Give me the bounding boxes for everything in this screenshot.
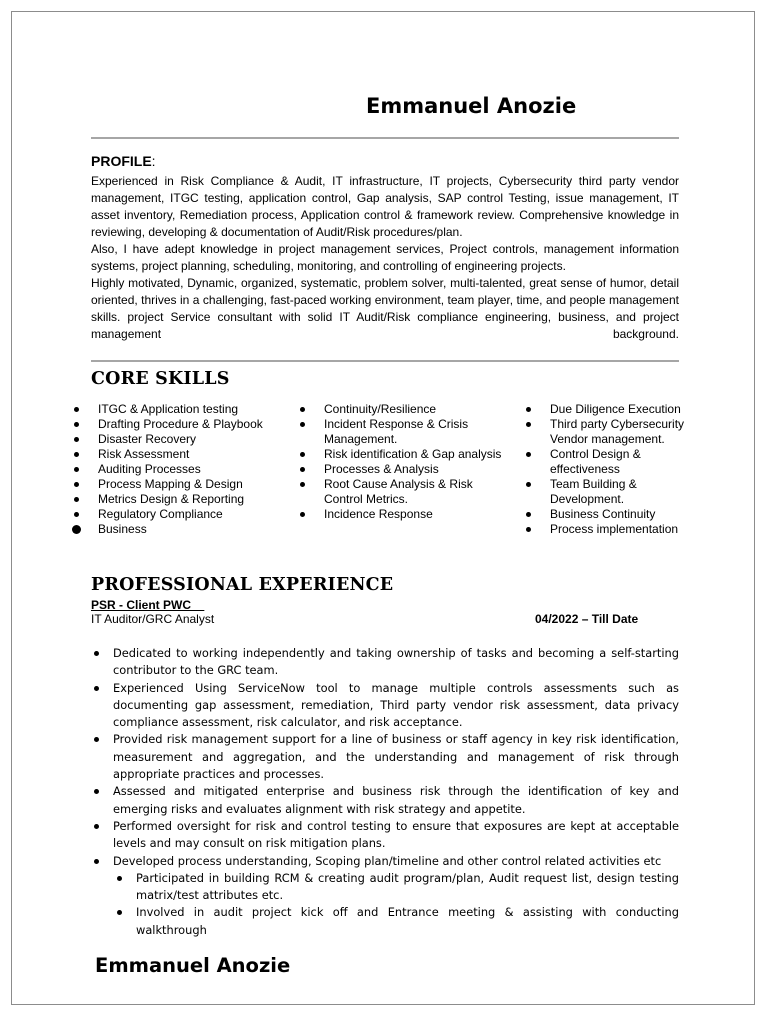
profile-summary [91,173,679,343]
skills-column-3 [526,402,706,537]
skill-item: Continuity/Resilience [300,402,510,417]
bullet-icon [94,686,99,691]
skill-item: Risk identification & Gap analysis [300,447,510,462]
profile-paragraph: Experienced in Risk Compliance & Audit, IT infrastructure, IT projects, Cybersecurity third party vendor management, ITGC testing, application control, Gap analysis, SAP control Testing, issue management, IT asset inventory, Remediation process, Application control & framework review. Comprehensive knowledge in reviewing, developing & documentation of Audit/Risk procedures/plan. [91,174,679,239]
skill-item: Incident Response & Crisis Management. [300,417,510,447]
bullet-icon [526,482,531,487]
experience-sub-item: Involved in audit project kick off and Entrance meeting & assisting with conducting walkthrough [91,904,679,939]
skill-item: ITGC & Application testing [74,402,284,417]
skill-item: Metrics Design & Reporting [74,492,284,507]
experience-item: Assessed and mitigated enterprise and business risk through the identification of key and emerging risks and evaluates alignment with risk strategy and appetite. [91,783,679,818]
skill-item: Control Design & effectiveness [526,447,706,477]
skill-item: Incidence Response [300,507,510,522]
bullet-icon [526,407,531,412]
bullet-icon [74,467,79,472]
job-dates: 04/2022 – Till Date [535,612,639,626]
candidate-name: Emmanuel Anozie [366,94,577,118]
bullet-icon [74,422,79,427]
bullet-icon [526,512,531,517]
skill-item: Drafting Procedure & Playbook [74,417,284,432]
bullet-icon [94,859,99,864]
profile-paragraph: Highly motivated, Dynamic, organized, systematic, problem solver, multi-talented, great sense of humor, detail oriented, thrives in a challenging, fast-paced working environment, team player, time, and people management skills. project Service consultant with solid IT Audit/Risk compliance engineering, business, and project management background. [91,276,679,341]
experience-sub-item: Participated in building RCM & creating audit program/plan, Audit request list, design testing matrix/test attributes etc. [91,870,679,905]
profile-heading-label: PROFILE [91,153,152,169]
skill-item: Processes & Analysis [300,462,510,477]
bullet-icon [300,422,305,427]
experience-item: Dedicated to working independently and taking ownership of tasks and becoming a self-starting contributor to the GRC team. [91,645,679,680]
bullet-icon [300,512,305,517]
skill-item: Risk Assessment [74,447,284,462]
bullet-icon [526,527,531,532]
skill-item: Disaster Recovery [74,432,284,447]
bullet-icon [74,437,79,442]
bullet-icon [526,422,531,427]
experience-heading: PROFESSIONAL EXPERIENCE [91,575,394,595]
core-skills-heading: CORE SKILLS [91,369,230,389]
experience-item: Experienced Using ServiceNow tool to manage multiple controls assessments such as documenting gap assessment, remediation, Third party vendor risk assessment, data privacy compliance assessment, risk calculator, and risk acceptance. [91,680,679,732]
skills-column-2 [300,402,510,522]
bullet-icon [94,824,99,829]
bullet-icon [74,407,79,412]
bullet-icon [300,452,305,457]
skill-item: Third party Cybersecurity Vendor management. [526,417,706,447]
skills-column-1 [74,402,284,537]
bullet-icon [94,789,99,794]
bullet-icon [300,467,305,472]
bullet-icon [94,651,99,656]
footer-name: Emmanuel Anozie [95,954,291,977]
skill-item: Regulatory Compliance [74,507,284,522]
bullet-icon [74,452,79,457]
skill-item: Root Cause Analysis & Risk Control Metrics. [300,477,510,507]
divider [91,360,679,362]
profile-heading-colon: : [151,153,156,169]
skill-item: Team Building & Development. [526,477,706,507]
profile-heading [91,153,156,169]
divider [91,137,679,139]
job-title: IT Auditor/GRC Analyst [91,612,215,626]
skill-item: Business Continuity [526,507,706,522]
experience-bullets [91,645,679,939]
bullet-icon [74,512,79,517]
skill-item: Auditing Processes [74,462,284,477]
skill-item: Process Mapping & Design [74,477,284,492]
bullet-icon [117,876,122,881]
skill-item: Business [74,522,284,537]
bullet-icon [117,910,122,915]
bullet-icon [300,482,305,487]
bullet-icon [526,452,531,457]
bullet-icon [74,497,79,502]
skill-item: Process implementation [526,522,706,537]
experience-item: Performed oversight for risk and control testing to ensure that exposures are kept at acceptable levels and may consult on risk mitigation plans. [91,818,679,853]
profile-paragraph: Also, I have adept knowledge in project management services, Project controls, management information systems, project planning, scheduling, monitoring, and controlling of engineering projects. [91,242,679,273]
bullet-icon [72,525,81,534]
experience-item: Provided risk management support for a line of business or staff agency in key risk identification, measurement and aggregation, and the understanding and management of risk through appropriate practices and processes. [91,731,679,783]
experience-item: Developed process understanding, Scoping plan/timeline and other control related activities etc [91,853,679,870]
bullet-icon [300,407,305,412]
bullet-icon [94,737,99,742]
bullet-icon [74,482,79,487]
skill-item: Due Diligence Execution [526,402,706,417]
company-name: PSR - Client PWC [91,598,205,612]
resume-page [11,11,755,1005]
